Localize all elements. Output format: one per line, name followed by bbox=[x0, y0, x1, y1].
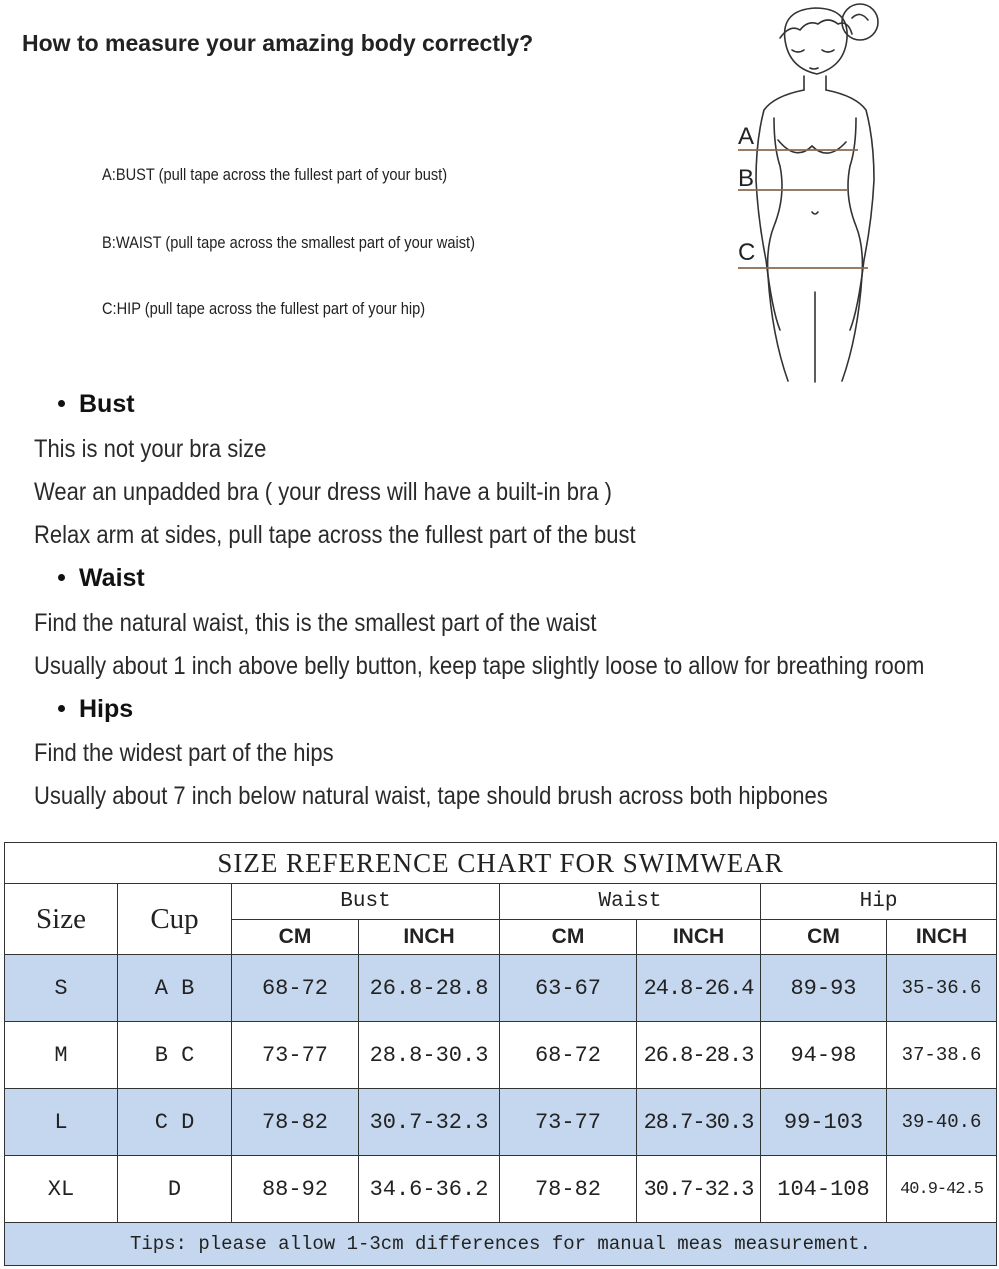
unit-header: CM bbox=[232, 920, 359, 955]
unit-header: INCH bbox=[637, 920, 761, 955]
cell-cup: C D bbox=[118, 1089, 232, 1156]
cell-waist-inch: 26.8-28.3 bbox=[637, 1022, 761, 1089]
unit-header: INCH bbox=[887, 920, 997, 955]
cell-cup: D bbox=[118, 1156, 232, 1223]
measure-zone-hip: C:HIP (pull tape across the fullest part of your hip) bbox=[102, 299, 426, 318]
right-arm-outline bbox=[826, 90, 874, 330]
cell-hip-inch: 35-36.6 bbox=[887, 955, 997, 1022]
cell-waist-cm: 68-72 bbox=[500, 1022, 637, 1089]
chart-title: SIZE REFERENCE CHART FOR SWIMWEAR bbox=[5, 843, 997, 884]
cell-hip-cm: 94-98 bbox=[761, 1022, 887, 1089]
hips-heading: Hips bbox=[58, 695, 133, 724]
header-cup: Cup bbox=[118, 884, 232, 955]
cell-hip-inch: 37-38.6 bbox=[887, 1022, 997, 1089]
cell-size: XL bbox=[5, 1156, 118, 1223]
bust-line: This is not your bra size bbox=[34, 435, 267, 463]
table-row bbox=[5, 955, 997, 1022]
cell-bust-cm: 88-92 bbox=[232, 1156, 359, 1223]
cell-waist-inch: 30.7-32.3 bbox=[637, 1156, 761, 1223]
figure-label-b: B bbox=[738, 165, 755, 192]
header-waist: Waist bbox=[500, 884, 761, 920]
bullet-icon bbox=[58, 574, 65, 581]
cell-hip-cm: 104-108 bbox=[761, 1156, 887, 1223]
cell-hip-inch: 40.9-42.5 bbox=[887, 1156, 997, 1223]
hips-line: Usually about 7 inch below natural waist, tape should brush across both hipbones bbox=[34, 782, 828, 810]
size-table bbox=[4, 842, 997, 1266]
cell-waist-cm: 63-67 bbox=[500, 955, 637, 1022]
waist-line: Usually about 1 inch above belly button, keep tape slightly loose to allow for breathing room bbox=[34, 652, 925, 680]
cell-waist-inch: 28.7-30.3 bbox=[637, 1089, 761, 1156]
body-figure-illustration bbox=[730, 0, 900, 390]
table-row bbox=[5, 1022, 997, 1089]
header-size: Size bbox=[5, 884, 118, 955]
cell-hip-cm: 99-103 bbox=[761, 1089, 887, 1156]
hips-line: Find the widest part of the hips bbox=[34, 739, 334, 767]
unit-header: CM bbox=[500, 920, 637, 955]
page-title: How to measure your amazing body correctly? bbox=[22, 30, 534, 56]
figure-label-c: C bbox=[738, 239, 756, 266]
head-outline bbox=[785, 8, 848, 74]
cell-size: L bbox=[5, 1089, 118, 1156]
cell-bust-inch: 28.8-30.3 bbox=[359, 1022, 500, 1089]
cell-hip-inch: 39-40.6 bbox=[887, 1089, 997, 1156]
cell-bust-inch: 30.7-32.3 bbox=[359, 1089, 500, 1156]
figure-label-a: A bbox=[738, 123, 755, 150]
waist-heading: Waist bbox=[58, 564, 145, 593]
cell-waist-inch: 24.8-26.4 bbox=[637, 955, 761, 1022]
header-hip: Hip bbox=[761, 884, 997, 920]
bullet-icon bbox=[58, 705, 65, 712]
measure-zone-bust: A:BUST (pull tape across the fullest part of your bust) bbox=[102, 165, 448, 184]
unit-header: CM bbox=[761, 920, 887, 955]
cell-hip-cm: 89-93 bbox=[761, 955, 887, 1022]
cell-size: S bbox=[5, 955, 118, 1022]
bust-heading: Bust bbox=[58, 390, 135, 419]
header-bust: Bust bbox=[232, 884, 500, 920]
measure-zone-waist: B:WAIST (pull tape across the smallest part of your waist) bbox=[102, 233, 475, 252]
cell-cup: B C bbox=[118, 1022, 232, 1089]
waist-line: Find the natural waist, this is the smallest part of the waist bbox=[34, 609, 597, 637]
cell-size: M bbox=[5, 1022, 118, 1089]
table-row bbox=[5, 1156, 997, 1223]
left-arm-outline bbox=[756, 90, 804, 330]
cell-bust-cm: 68-72 bbox=[232, 955, 359, 1022]
size-chart bbox=[4, 842, 996, 1265]
cell-bust-cm: 78-82 bbox=[232, 1089, 359, 1156]
bust-line: Wear an unpadded bra ( your dress will have a built-in bra ) bbox=[34, 478, 613, 506]
table-row bbox=[5, 1089, 997, 1156]
tips-note: Tips: please allow 1-3cm differences for manual meas measurement. bbox=[5, 1223, 997, 1266]
cell-bust-inch: 34.6-36.2 bbox=[359, 1156, 500, 1223]
cell-waist-cm: 78-82 bbox=[500, 1156, 637, 1223]
cell-cup: A B bbox=[118, 955, 232, 1022]
bullet-icon bbox=[58, 400, 65, 407]
bust-line: Relax arm at sides, pull tape across the fullest part of the bust bbox=[34, 521, 636, 549]
cell-waist-cm: 73-77 bbox=[500, 1089, 637, 1156]
cell-bust-cm: 73-77 bbox=[232, 1022, 359, 1089]
unit-header: INCH bbox=[359, 920, 500, 955]
cell-bust-inch: 26.8-28.8 bbox=[359, 955, 500, 1022]
